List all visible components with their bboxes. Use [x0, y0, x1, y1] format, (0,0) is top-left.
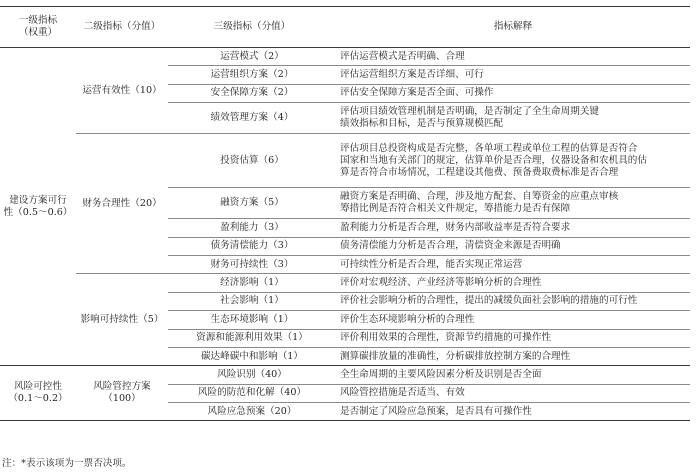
level1-indicator-cell: 建设方案可行 性（0.5～0.6） [0, 48, 76, 366]
explanation-cell: 可持续性分析是否合理，能否实现正常运营 [336, 255, 690, 273]
level1-indicator-cell: 风险可控性 （0.1～0.2） [0, 366, 76, 421]
explanation-cell: 是否制定了风险应急预案，是否具有可操作性 [336, 403, 690, 421]
level3-indicator-cell: 运营模式（2） [168, 48, 336, 66]
table-row [0, 48, 690, 66]
explanation-cell: 债务清偿能力分析是否合理，清偿资金来源是否明确 [336, 237, 690, 255]
level3-indicator-cell: 碳达峰碳中和影响（1） [168, 347, 336, 365]
explanation-cell: 全生命周期的主要风险因素分析及识别是否全面 [336, 366, 690, 384]
explanation-cell: 评估安全保障方案是否全面、可操作 [336, 84, 690, 102]
table-footnote: 注：*表示该项为一票否决项。 [2, 458, 132, 469]
explanation-cell: 评估运营组织方案是否详细、可行 [336, 66, 690, 84]
explanation-cell: 评价生态环境影响分析的合理性 [336, 311, 690, 329]
level3-indicator-cell: 风险的防范和化解（40） [168, 384, 336, 402]
level3-indicator-cell: 资源和能源利用效果（1） [168, 329, 336, 347]
header-explanation: 指标解释 [336, 7, 690, 48]
explanation-cell: 评价社会影响分析的合理性，提出的减缓负面社会影响的措施的可行性 [336, 292, 690, 310]
explanation-cell: 评估项目绩效管理机制是否明确，是否制定了全生命周期关键 绩效指标和目标，是否与预算规模匹配 [336, 103, 690, 134]
level3-indicator-cell: 债务清偿能力（3） [168, 237, 336, 255]
explanation-cell: 测算碳排放量的准确性，分析碳排放控制方案的合理性 [336, 347, 690, 365]
level3-indicator-cell: 安全保障方案（2） [168, 84, 336, 102]
header-row [0, 7, 690, 48]
explanation-cell: 评价对宏观经济、产业经济等影响分析的合理性 [336, 274, 690, 292]
level3-indicator-cell: 生态环境影响（1） [168, 311, 336, 329]
explanation-cell: 评价利用效果的合理性，资源节约措施的可操作性 [336, 329, 690, 347]
level3-indicator-cell: 盈利能力（3） [168, 219, 336, 237]
level3-indicator-cell: 风险应急预案（20） [168, 403, 336, 421]
header-level2: 二级指标（分值） [76, 7, 168, 48]
table-header [0, 7, 690, 48]
level3-indicator-cell: 财务可持续性（3） [168, 255, 336, 273]
level2-indicator-cell: 财务合理性（20） [76, 134, 168, 274]
level3-indicator-cell: 绩效管理方案（4） [168, 103, 336, 134]
level2-indicator-cell: 运营有效性（10） [76, 48, 168, 134]
table-row [0, 274, 690, 292]
table-row [0, 366, 690, 384]
level2-indicator-cell: 风险管控方案 （100） [76, 366, 168, 421]
table-row [0, 134, 690, 188]
explanation-cell: 评估运营模式是否明确、合理 [336, 48, 690, 66]
level2-indicator-cell: 影响可持续性（5） [76, 274, 168, 366]
level3-indicator-cell: 运营组织方案（2） [168, 66, 336, 84]
explanation-cell: 融资方案是否明确、合理，涉及地方配套、自筹资金的应重点审核 筹措比例是否符合相关文件规定，筹措能力是否有保障 [336, 188, 690, 219]
level3-indicator-cell: 投资估算（6） [168, 134, 336, 188]
level3-indicator-cell: 社会影响（1） [168, 292, 336, 310]
header-level1: 一级指标 （权重） [0, 7, 76, 48]
explanation-cell: 风险管控措施是否适当、有效 [336, 384, 690, 402]
header-level3: 三级指标（分值） [168, 7, 336, 48]
table-body [0, 48, 690, 421]
level3-indicator-cell: 风险识别（40） [168, 366, 336, 384]
evaluation-index-table [0, 6, 690, 421]
level3-indicator-cell: 经济影响（1） [168, 274, 336, 292]
explanation-cell: 盈利能力分析是否合理，财务内部收益率是否符合要求 [336, 219, 690, 237]
explanation-cell: 评估项目总投资构成是否完整，各单项工程或单位工程的估算是否符合 国家和当地有关部门的规定，估算单价是否合理，仪器设备和农机具的估 算是否符合市场情况，工程建设其他费、预备费取费标准是否合理 [336, 134, 690, 188]
level3-indicator-cell: 融资方案（5） [168, 188, 336, 219]
